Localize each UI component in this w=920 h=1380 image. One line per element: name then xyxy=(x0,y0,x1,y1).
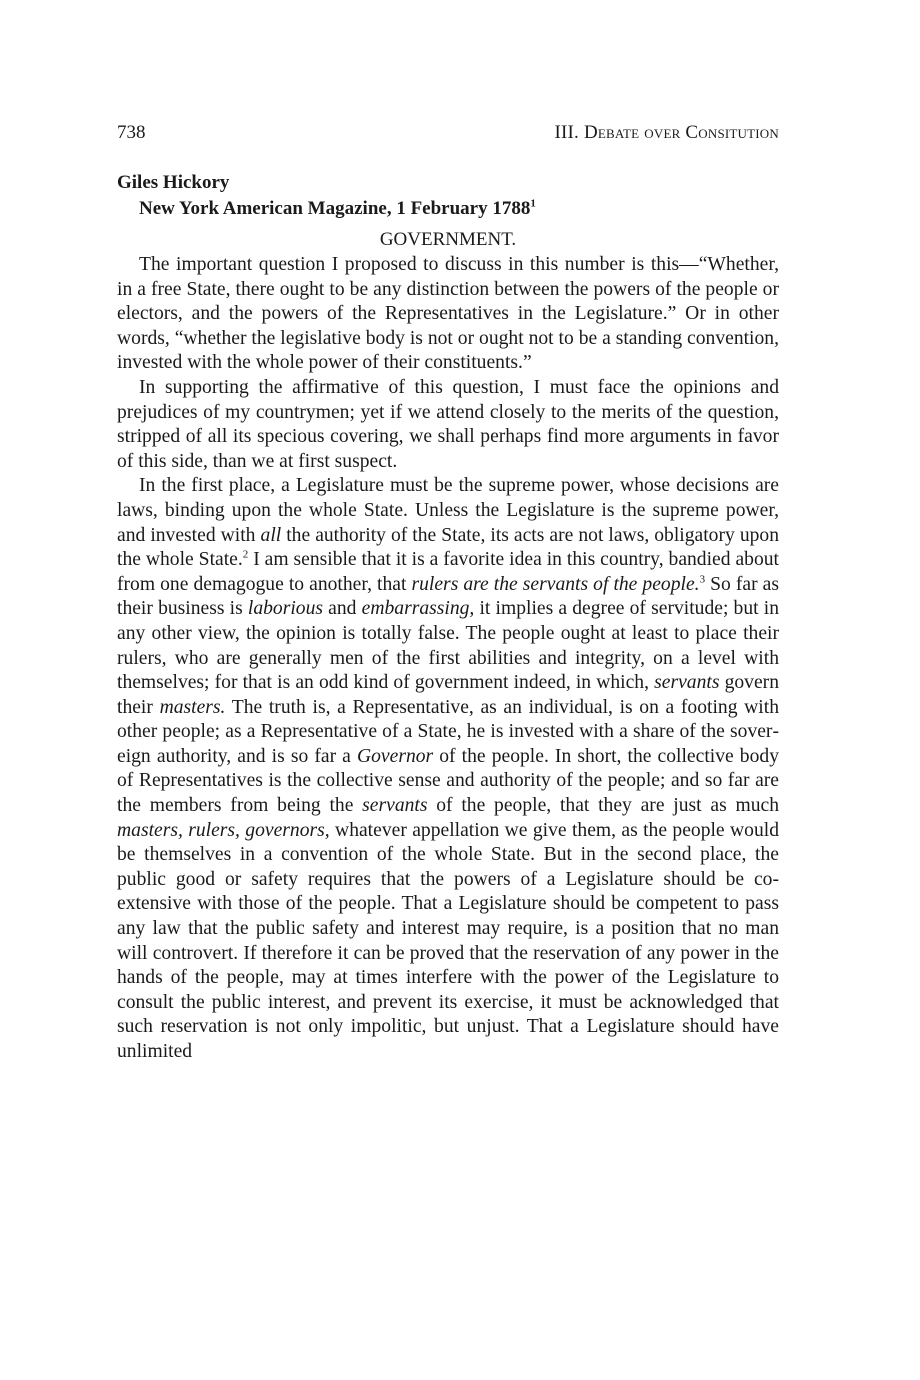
italic-text: all xyxy=(260,524,282,546)
paragraph-text: the authority of the State, its acts are not laws, obligatory upon the whole State. xyxy=(117,524,780,571)
source-text: New York American Magazine, 1 February 1788 xyxy=(139,198,531,219)
paragraph-text: The truth is, a Representative, as an individual, is on a footing with other people; as a Representative of a State, he is invested with a share of the sovereign authority, and is so far a xyxy=(117,696,779,767)
italic-text: rulers are the servants of the people. xyxy=(411,573,700,595)
italic-text: laborious xyxy=(247,598,324,620)
paragraph-text: In the first place, a Legislature must be the supreme power, whose decisions are laws, binding upon the whole State. Unless the Legislature is the supreme power, and invested with xyxy=(117,475,779,546)
italic-text: servants xyxy=(654,672,720,694)
paragraph xyxy=(117,474,779,1064)
italic-text: masters, rulers, governors, xyxy=(117,819,330,841)
paragraph-text: and xyxy=(323,598,362,620)
italic-text: servants xyxy=(362,795,428,817)
paragraph-text: govern their xyxy=(117,672,779,718)
paragraph-text: In supporting the affirmative of this question, I must face the opinions and prejudices of my countrymen; yet if we attend closely to the merits of the question, stripped of all its specious covering, we shall perhaps find more arguments in favor of this side, than we at first suspect. xyxy=(117,376,779,472)
paragraph xyxy=(117,376,779,474)
section-title-text: Debate over Consitution xyxy=(583,122,779,143)
body-text xyxy=(117,253,779,1065)
paragraph-text: it implies a degree of servitude; but in any other view, the opinion is totally false. The people ought at least to place their rulers, who are generally men of the first abilities and integrity, on a level with themselves; for that is an odd kind of government indeed, in which, xyxy=(117,598,779,694)
page-number: 738 xyxy=(117,122,146,143)
source-line xyxy=(117,196,779,222)
section-title xyxy=(554,118,779,148)
paragraph-text: The important question I proposed to discuss in this number is this—“Whether, in a free State, there ought to be any distinction between the powers of the people or electors, and the powers of the Representatives in the Legislature.” Or in other words, “whether the legislative body is not or ought not to be a standing convention, invested with the whole power of their constituents.” xyxy=(117,254,779,374)
italic-text: masters. xyxy=(159,696,226,718)
paragraph-text: of the people, that they are just as much xyxy=(427,795,779,817)
paragraph-text: of the people. In short, the collective body of Representatives is the collective sense and authority of the people; and so far are the members from being the xyxy=(117,745,779,817)
footnote-marker: 1 xyxy=(530,197,536,210)
footnote-marker: 3 xyxy=(699,573,706,586)
author-name: Giles Hickory xyxy=(117,172,230,193)
running-head xyxy=(117,118,779,148)
section-prefix: III. xyxy=(554,122,579,143)
italic-text: embarrassing, xyxy=(361,598,475,620)
footnote-marker: 2 xyxy=(242,548,249,561)
paragraph xyxy=(117,253,779,376)
italic-text: Governor xyxy=(356,745,434,767)
paragraph-text: whatever appellation we give them, as the people would be themselves in a convention of the whole State. But in the second place, the public good or safety requires that the powers of a Legislature should be co-extensive with those of the people. That a Legislature should be competent to pass any law that the public safety and interest may require, is a position that no man will controvert. If therefore it can be proved that the reservation of any power in the hands of the people, may at times interfere with the power of the Legislature to consult the public interest, and prevent its exercise, it must be acknowledged that such reservation is not only impolitic, but unjust. That a Legislature should have unlimited xyxy=(117,819,779,1062)
paragraph-text: I am sensible that it is a favorite idea in this country, bandied about from one demagogue to another, that xyxy=(117,549,780,595)
document-page xyxy=(117,118,779,1065)
paragraph-text: So far as their business is xyxy=(117,573,779,620)
document-heading: GOVERNMENT. xyxy=(379,229,517,250)
